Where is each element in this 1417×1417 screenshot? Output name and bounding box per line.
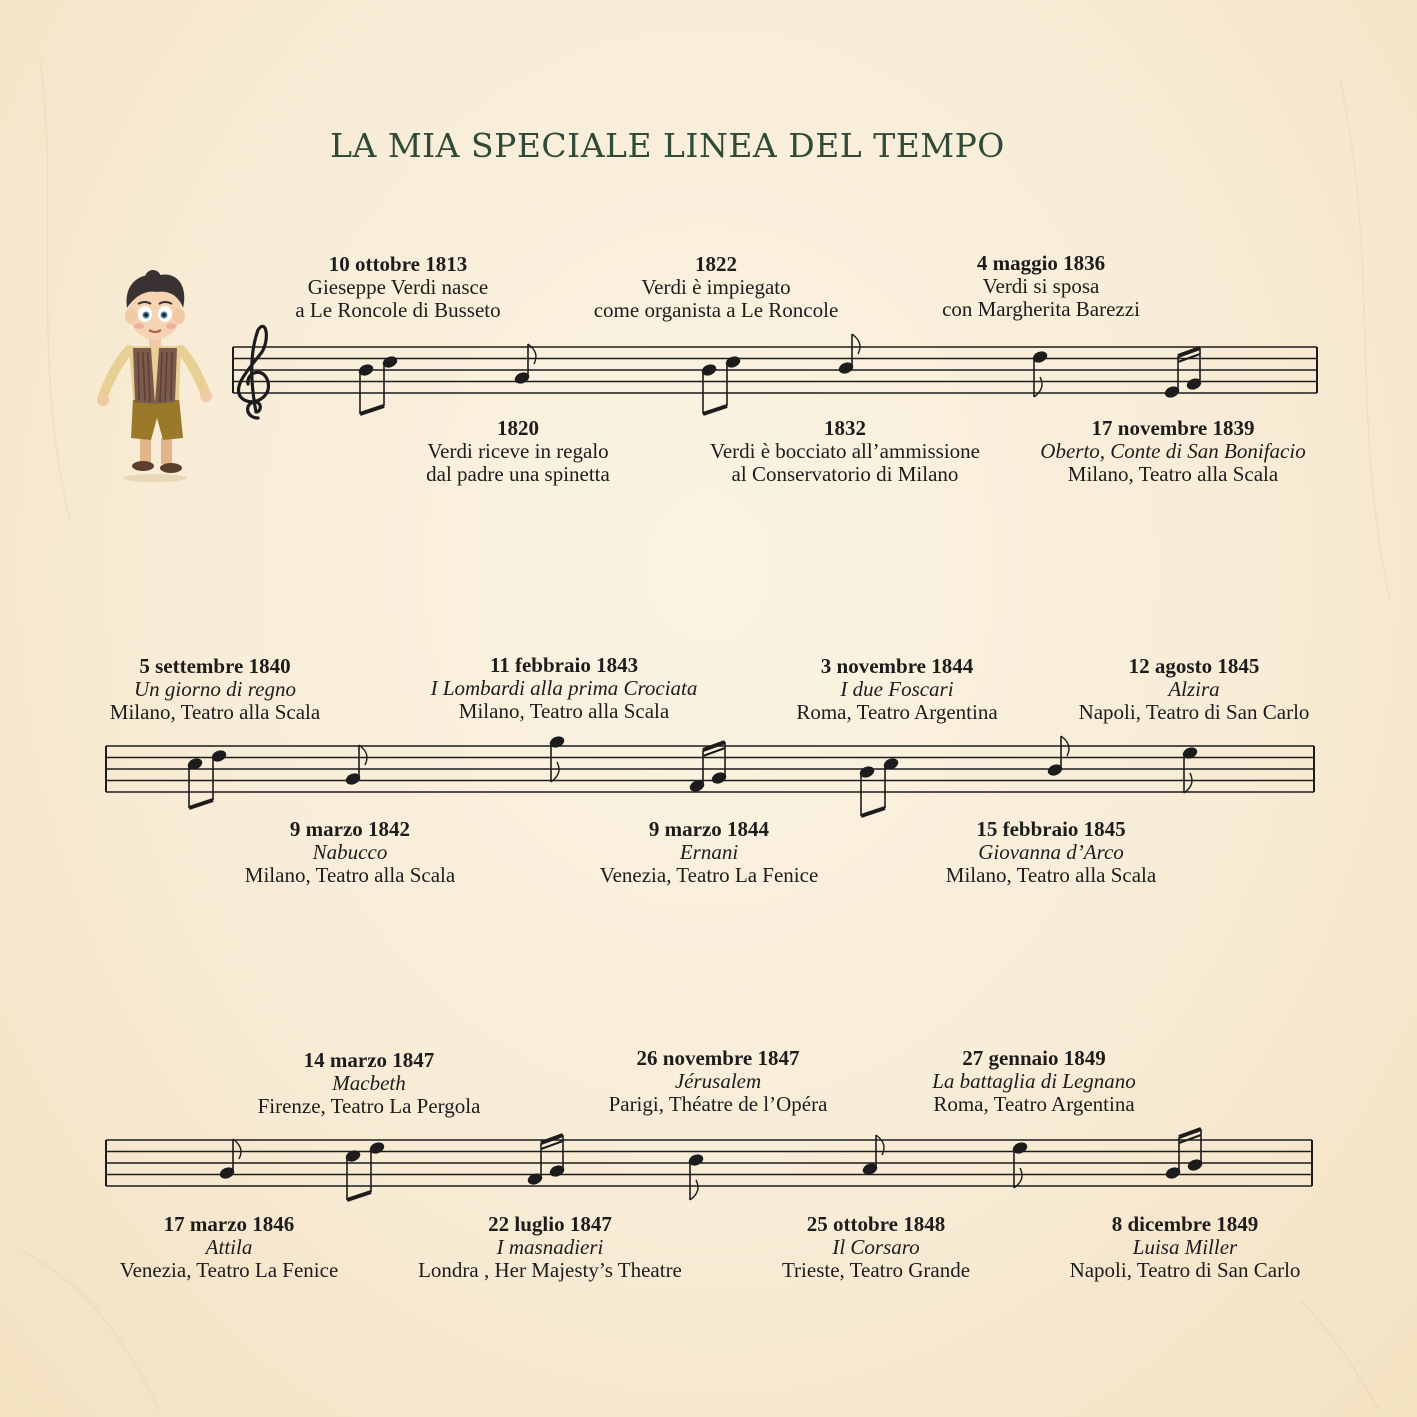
page-title: LA MIA SPECIALE LINEA DEL TEMPO xyxy=(330,126,1005,166)
event-date: 14 marzo 1847 xyxy=(303,1048,435,1072)
event-title: La battaglia di Legnano xyxy=(932,1069,1136,1093)
event-date: 12 agosto 1845 xyxy=(1128,654,1260,678)
note-beam xyxy=(189,800,213,808)
event-place: Venezia, Teatro La Fenice xyxy=(119,1258,339,1282)
event-place: Parigi, Théatre de l’Opéra xyxy=(608,1092,828,1116)
event-date: 8 dicembre 1849 xyxy=(1111,1212,1259,1236)
event-date: 27 gennaio 1849 xyxy=(962,1046,1106,1070)
event-text: con Margherita Barezzi xyxy=(942,297,1140,321)
event-1832 xyxy=(670,417,1020,486)
note-beam xyxy=(861,808,885,816)
event-title: Un giorno di regno xyxy=(134,677,296,701)
event-1844-mar xyxy=(559,818,859,887)
treble-clef-icon xyxy=(238,326,268,418)
event-date: 3 novembre 1844 xyxy=(820,654,974,678)
event-1839 xyxy=(1013,417,1333,486)
event-date: 5 settembre 1840 xyxy=(139,654,291,678)
note-flag xyxy=(551,762,559,782)
event-place: Milano, Teatro alla Scala xyxy=(244,863,456,887)
event-place: Milano, Teatro alla Scala xyxy=(945,863,1157,887)
young-verdi-illustration xyxy=(95,268,215,483)
event-title: Attila xyxy=(205,1235,253,1259)
staff-row-2 xyxy=(106,734,1314,816)
event-date: 1832 xyxy=(824,416,866,440)
event-1843 xyxy=(394,654,734,723)
event-1813 xyxy=(248,253,548,322)
event-1840 xyxy=(65,655,365,724)
event-date: 11 febbraio 1843 xyxy=(489,653,639,677)
event-date: 22 luglio 1847 xyxy=(488,1212,612,1236)
note-flag xyxy=(1034,377,1042,397)
event-1849-gen xyxy=(884,1047,1184,1116)
event-place: Milano, Teatro alla Scala xyxy=(109,700,321,724)
note-flag xyxy=(1014,1168,1022,1188)
event-1844-nov xyxy=(747,655,1047,724)
event-text: Verdi riceve in regalo xyxy=(427,439,609,463)
event-title: Macbeth xyxy=(332,1071,406,1095)
event-1847-nov xyxy=(568,1047,868,1116)
event-date: 17 marzo 1846 xyxy=(163,1212,295,1236)
event-1848 xyxy=(726,1213,1026,1282)
event-title: Oberto, Conte di San Bonifacio xyxy=(1040,439,1306,463)
event-1820 xyxy=(368,417,668,486)
note-flag xyxy=(359,745,367,765)
note-flag xyxy=(690,1180,698,1200)
event-title: Nabucco xyxy=(312,840,388,864)
event-title: Il Corsaro xyxy=(832,1235,920,1259)
event-date: 26 novembre 1847 xyxy=(636,1046,800,1070)
event-1836 xyxy=(891,252,1191,321)
event-title: Ernani xyxy=(679,840,739,864)
event-date: 15 febbraio 1845 xyxy=(976,817,1126,841)
event-place: Trieste, Teatro Grande xyxy=(781,1258,971,1282)
event-place: Napoli, Teatro di San Carlo xyxy=(1069,1258,1301,1282)
event-text: Verdi si sposa xyxy=(982,274,1100,298)
event-place: Milano, Teatro alla Scala xyxy=(458,699,670,723)
event-title: I due Foscari xyxy=(840,677,954,701)
note-beam xyxy=(703,406,727,414)
event-1847-mar xyxy=(219,1049,519,1118)
event-place: Napoli, Teatro di San Carlo xyxy=(1078,700,1310,724)
event-1822 xyxy=(566,253,866,322)
staff-row-3 xyxy=(106,1129,1312,1200)
event-date: 10 ottobre 1813 xyxy=(328,252,468,276)
event-text: dal padre una spinetta xyxy=(426,462,610,486)
event-title: I Lombardi alla prima Crociata xyxy=(430,676,698,700)
event-date: 17 novembre 1839 xyxy=(1091,416,1255,440)
event-1847-lug xyxy=(390,1213,710,1282)
note-flag xyxy=(233,1139,241,1159)
event-date: 1822 xyxy=(695,252,737,276)
event-place: Venezia, Teatro La Fenice xyxy=(599,863,819,887)
event-1845-feb xyxy=(901,818,1201,887)
event-date: 1820 xyxy=(497,416,539,440)
event-1845-ago xyxy=(1044,655,1344,724)
event-text: a Le Roncole di Busseto xyxy=(295,298,501,322)
event-place: Firenze, Teatro La Pergola xyxy=(257,1094,481,1118)
note-flag xyxy=(852,334,860,354)
staff-row-1 xyxy=(233,334,1317,414)
event-1849-dic xyxy=(1035,1213,1335,1282)
event-title: Giovanna d’Arco xyxy=(978,840,1124,864)
event-place: Roma, Teatro Argentina xyxy=(796,700,998,724)
event-date: 9 marzo 1842 xyxy=(289,817,411,841)
note-beam xyxy=(360,406,384,414)
event-text: Verdi è bocciato all’ammissione xyxy=(710,439,980,463)
event-text: come organista a Le Roncole xyxy=(593,298,839,322)
event-date: 9 marzo 1844 xyxy=(648,817,770,841)
event-place: Milano, Teatro alla Scala xyxy=(1067,462,1279,486)
event-date: 25 ottobre 1848 xyxy=(806,1212,946,1236)
event-title: Jérusalem xyxy=(674,1069,762,1093)
event-date: 4 maggio 1836 xyxy=(976,251,1106,275)
note-flag xyxy=(1184,773,1192,793)
event-text: al Conservatorio di Milano xyxy=(731,462,959,486)
note-beam xyxy=(347,1192,371,1200)
event-1846 xyxy=(79,1213,379,1282)
event-place: Roma, Teatro Argentina xyxy=(933,1092,1135,1116)
event-place: Londra , Her Majesty’s Theatre xyxy=(418,1258,682,1282)
event-text: Verdi è impiegato xyxy=(641,275,791,299)
event-1842 xyxy=(200,818,500,887)
event-title: I masnadieri xyxy=(496,1235,604,1259)
event-title: Luisa Miller xyxy=(1132,1235,1238,1259)
event-title: Alzira xyxy=(1168,677,1220,701)
event-text: Gieseppe Verdi nasce xyxy=(307,275,489,299)
